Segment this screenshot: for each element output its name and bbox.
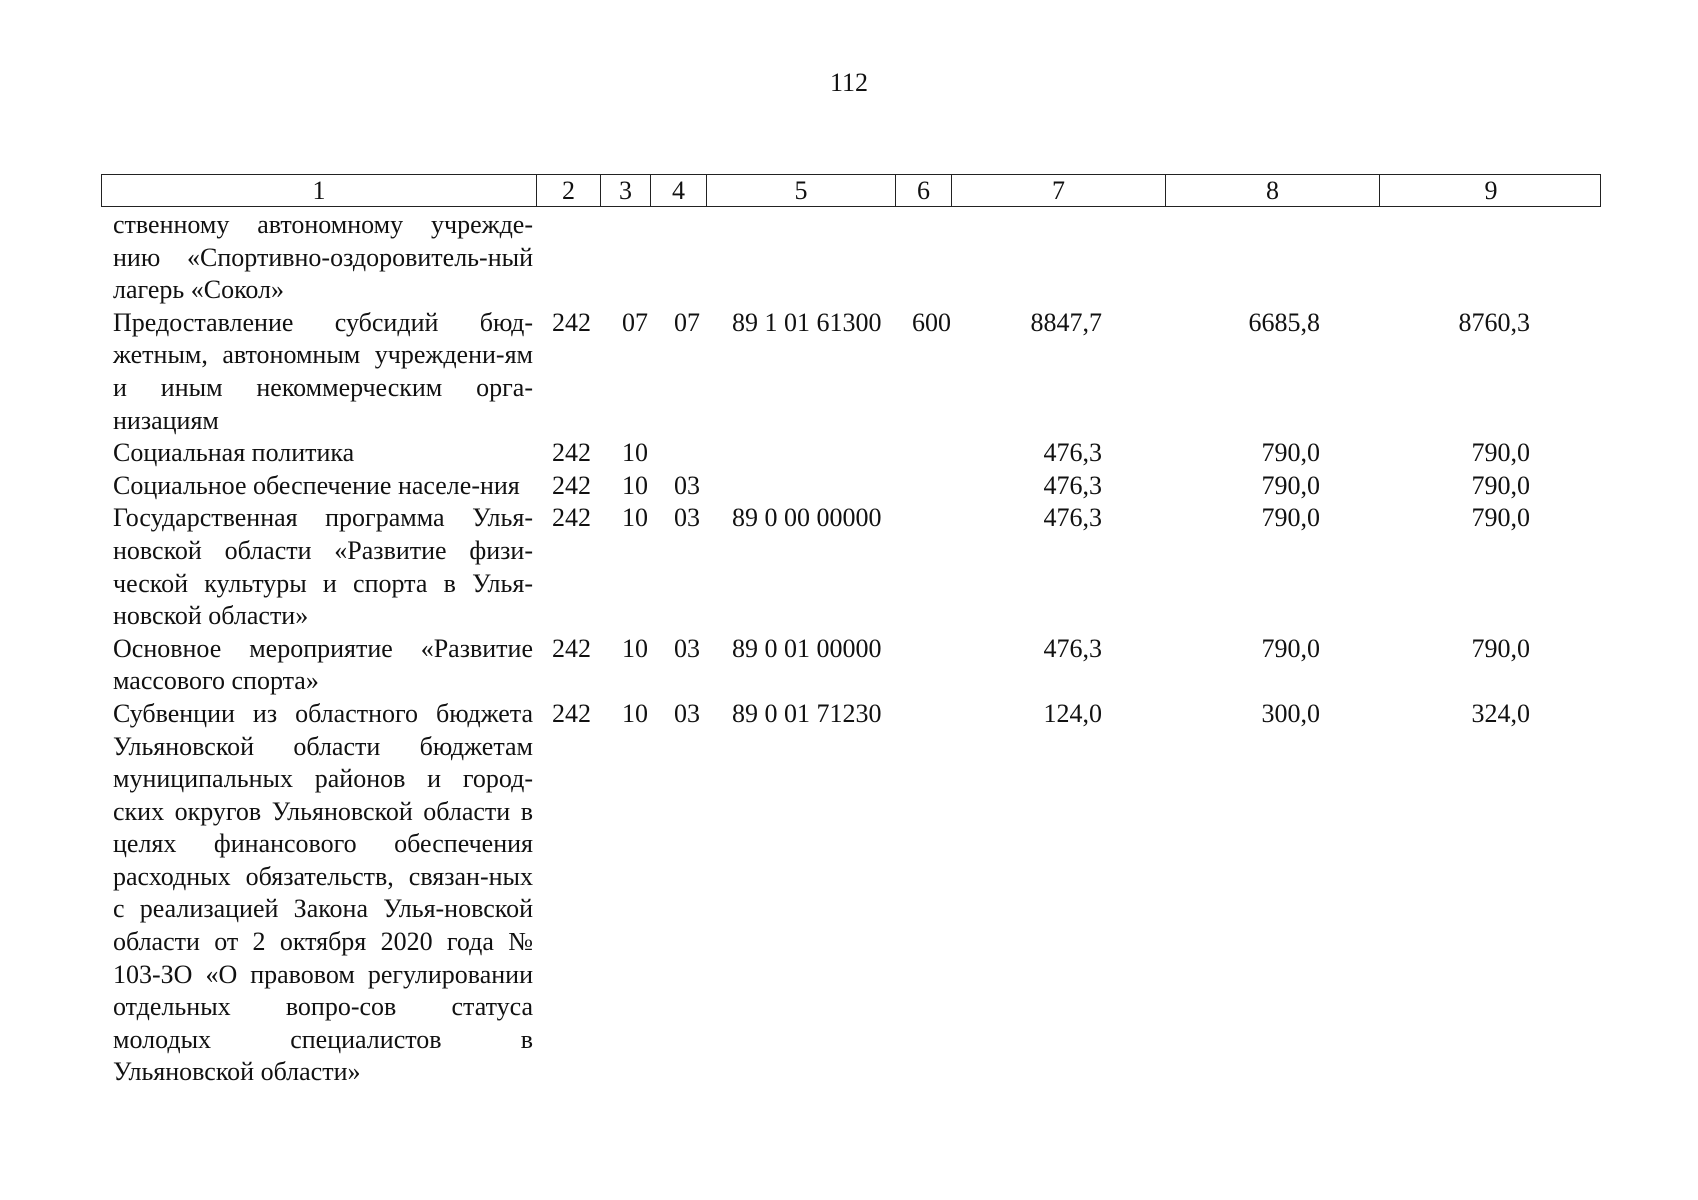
cell-col-9: 790,0	[1471, 633, 1530, 663]
cell-col-7: 476,3	[1043, 633, 1102, 663]
header-col-1: 1	[102, 175, 537, 206]
header-col-3: 3	[601, 175, 651, 206]
cell-col-7: 476,3	[1043, 503, 1102, 533]
cell-col-7: 124,0	[1043, 698, 1102, 728]
cell-col-2: 242	[552, 503, 591, 533]
cell-col-8: 790,0	[1261, 633, 1320, 663]
cell-col-3: 10	[622, 698, 648, 728]
table-row	[0, 470, 1698, 503]
cell-col-3: 07	[622, 307, 648, 337]
cell-col-3: 10	[622, 503, 648, 533]
row-name: Социальная политика	[113, 438, 355, 468]
header-col-7: 7	[952, 175, 1166, 206]
cell-col-9: 790,0	[1471, 470, 1530, 500]
header-col-5: 5	[707, 175, 896, 206]
table-row	[0, 209, 1698, 307]
cell-col-2: 242	[552, 438, 591, 468]
row-name: Государственная программа Улья-новской области «Развитие физи-ческой культуры и спорта в Улья-новской области»	[113, 503, 533, 631]
cell-col-8: 790,0	[1261, 470, 1320, 500]
cell-col-9: 324,0	[1471, 698, 1530, 728]
page-number: 112	[829, 68, 869, 97]
row-name: Субвенции из областного бюджета Ульяновской области бюджетам муниципальных районов и город-ских округов Ульяновской области в целях финансового обеспечения расходных обязательств, связан-ных с реализацией Закона Улья-новской области от 2 октября 2020 года № 103-ЗО «О правовом регулировании отдельных вопро-сов статуса молодых специалистов в Ульяновской области»	[113, 698, 533, 1087]
cell-col-7: 8847,7	[1030, 307, 1102, 337]
cell-col-3: 10	[622, 470, 648, 500]
cell-col-5: 89 0 00 00000	[732, 503, 882, 533]
table-row	[0, 437, 1698, 470]
cell-col-9: 8760,3	[1458, 307, 1530, 337]
cell-col-5: 89 0 01 00000	[732, 633, 882, 663]
cell-col-5: 89 0 01 71230	[732, 698, 882, 728]
cell-col-5: 89 1 01 61300	[732, 307, 882, 337]
table-row	[0, 698, 1698, 1089]
cell-col-2: 242	[552, 470, 591, 500]
table-body	[0, 209, 1698, 1089]
cell-col-7: 476,3	[1043, 438, 1102, 468]
cell-col-8: 790,0	[1261, 438, 1320, 468]
table-row	[0, 502, 1698, 632]
header-col-2: 2	[537, 175, 601, 206]
cell-col-3: 10	[622, 633, 648, 663]
cell-col-4: 03	[674, 698, 700, 728]
cell-col-3: 10	[622, 438, 648, 468]
cell-col-2: 242	[552, 633, 591, 663]
cell-col-2: 242	[552, 698, 591, 728]
cell-col-8: 790,0	[1261, 503, 1320, 533]
cell-col-4: 07	[674, 307, 700, 337]
cell-col-8: 300,0	[1261, 698, 1320, 728]
header-col-4: 4	[651, 175, 707, 206]
cell-col-4: 03	[674, 503, 700, 533]
row-name: ственному автономному учрежде-нию «Спортивно-оздоровитель-ный лагерь «Сокол»	[113, 210, 533, 305]
cell-col-6: 600	[912, 307, 951, 337]
table-row	[0, 633, 1698, 698]
header-col-6: 6	[896, 175, 952, 206]
cell-col-9: 790,0	[1471, 438, 1530, 468]
header-col-8: 8	[1166, 175, 1380, 206]
header-col-9: 9	[1484, 176, 1498, 205]
cell-col-4: 03	[674, 633, 700, 663]
cell-col-8: 6685,8	[1248, 307, 1320, 337]
cell-col-7: 476,3	[1043, 470, 1102, 500]
cell-col-4: 03	[674, 470, 700, 500]
table-row	[0, 307, 1698, 437]
table-header	[101, 174, 1601, 207]
row-name: Основное мероприятие «Развитие массового спорта»	[113, 633, 533, 696]
cell-col-9: 790,0	[1471, 503, 1530, 533]
cell-col-2: 242	[552, 307, 591, 337]
row-name: Предоставление субсидий бюд-жетным, автономным учреждени-ям и иным некоммерческим орга-низациям	[113, 307, 533, 435]
row-name: Социальное обеспечение населе-ния	[113, 470, 520, 500]
